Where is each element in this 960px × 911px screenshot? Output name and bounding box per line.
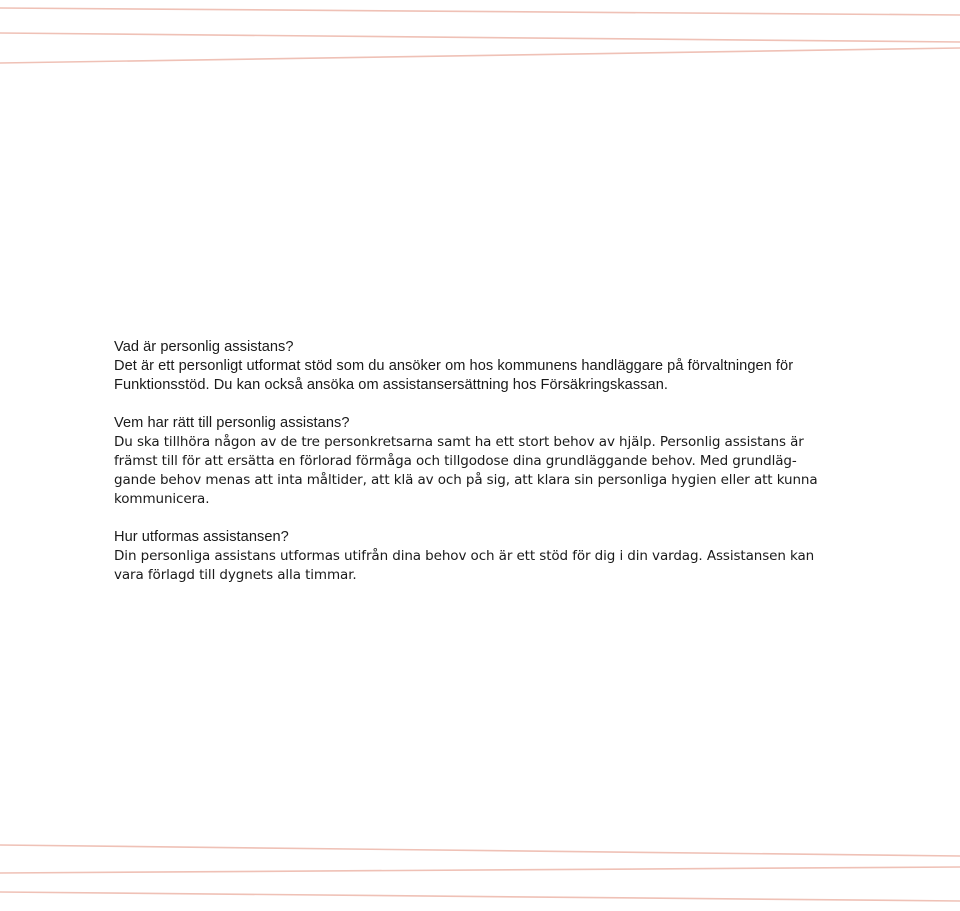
bottom-decorative-lines <box>0 830 960 911</box>
decorative-line <box>0 33 960 42</box>
paragraph-line: vara förlagd till dygnets alla timmar. <box>114 567 357 583</box>
paragraph-line: Funktionsstöd. Du kan också ansöka om assistansersättning hos Försäkringskassan. <box>114 377 668 393</box>
paragraph-line: kommunicera. <box>114 491 210 507</box>
document-body <box>114 338 834 585</box>
section-heading: Vad är personlig assistans? <box>114 339 294 355</box>
section-who-is-eligible <box>114 414 834 509</box>
paragraph-line: Din personliga assistans utformas utifrån dina behov och är ett stöd för dig i din vardag. Assistansen kan <box>114 548 815 564</box>
decorative-line <box>0 48 960 63</box>
paragraph-line: gande behov menas att inta måltider, att klä av och på sig, att klara sin personliga hygien eller att kunna <box>114 472 818 488</box>
paragraph-line: främst till för att ersätta en förlorad förmåga och tillgodose dina grundläggande behov. Med grundläg- <box>114 453 797 469</box>
decorative-line <box>0 8 960 15</box>
section-heading: Hur utformas assistansen? <box>114 529 289 545</box>
section-how-is-it-designed <box>114 528 834 585</box>
paragraph-line: Det är ett personligt utformat stöd som du ansöker om hos kommunens handläggare på förvaltningen för <box>114 358 794 374</box>
decorative-line <box>0 845 960 856</box>
section-heading: Vem har rätt till personlig assistans? <box>114 415 350 431</box>
section-what-is-assistance <box>114 338 834 395</box>
top-decorative-lines <box>0 0 960 80</box>
decorative-line <box>0 892 960 901</box>
decorative-line <box>0 867 960 873</box>
paragraph-line: Du ska tillhöra någon av de tre personkretsarna samt ha ett stort behov av hjälp. Personlig assistans är <box>114 434 804 450</box>
